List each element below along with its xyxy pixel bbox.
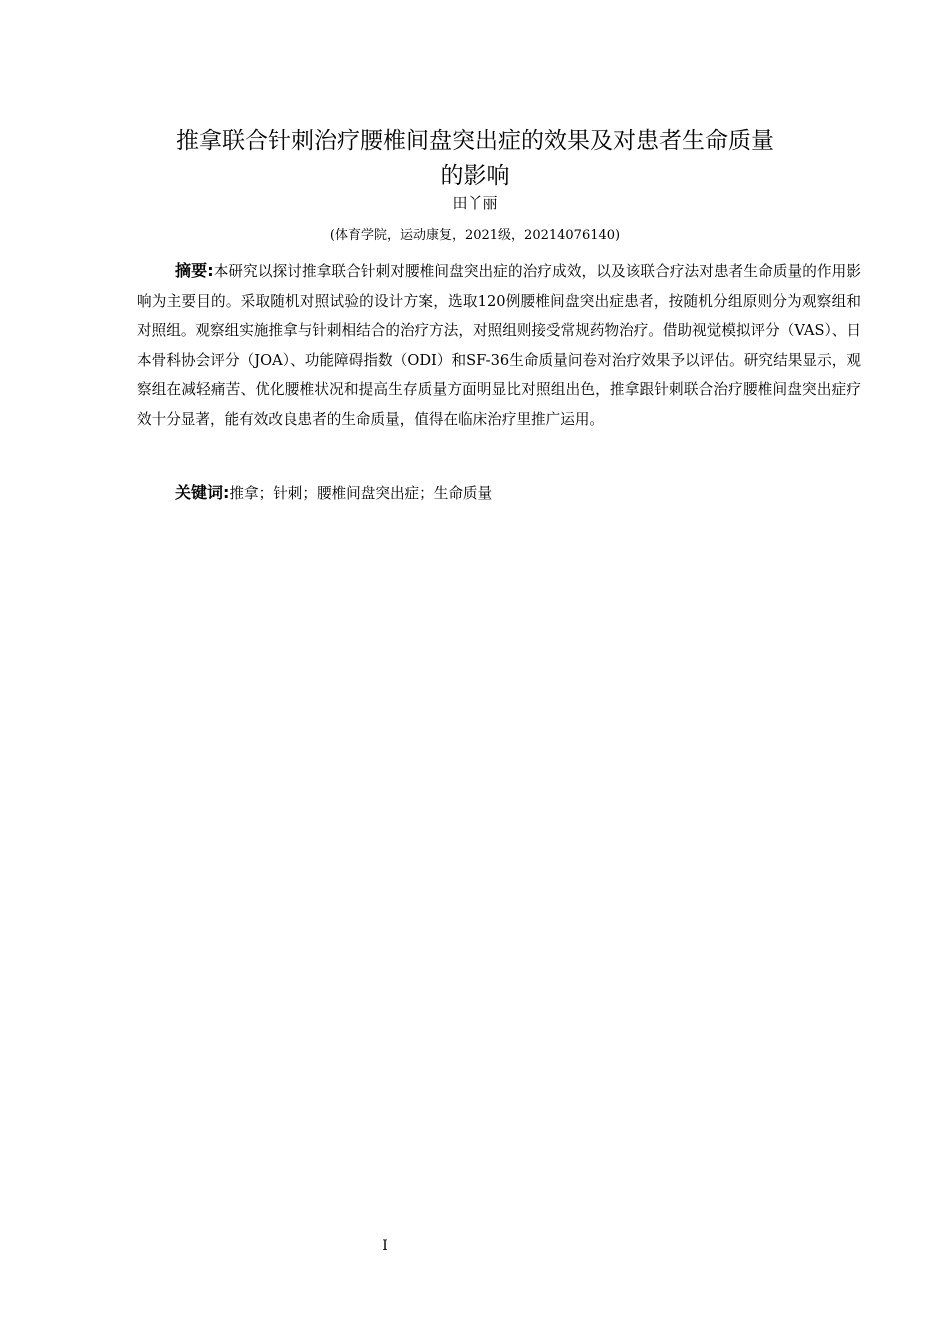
keywords-text: 推拿；针刺；腰椎间盘突出症；生命质量 [229, 485, 493, 502]
page-number: I [382, 1238, 388, 1254]
paper-title-line-1: 推拿联合针刺治疗腰椎间盘突出症的效果及对患者生命质量 [176, 128, 774, 154]
abstract-label: 摘要: [174, 261, 214, 280]
paper-title-line-2: 的影响 [440, 163, 510, 189]
author-affiliation: (体育学院，运动康复，2021级，20214076140) [329, 228, 621, 243]
keywords-paragraph [175, 480, 855, 507]
abstract-text: 本研究以探讨推拿联合针刺对腰椎间盘突出症的治疗成效，以及该联合疗法对患者生命质量的作用影响为主要目的。采取随机对照试验的设计方案，选取120例腰椎间盘突出症患者，按随机分组原则分为观察组和对照组。观察组实施推拿与针刺相结合的治疗方法，对照组则接受常规药物治疗。借助视觉模拟评分（VAS）、日本骨科协会评分（JOA）、功能障碍指数（ODI）和SF-36生命质量问卷对治疗效果予以评估。研究结果显示，观察组在减轻痛苦、优化腰椎状况和提高生存质量方面明显比对照组出色，推拿跟针刺联合治疗腰椎间盘突出症疗效十分显著，能有效改良患者的生命质量，值得在临床治疗里推广运用。 [137, 263, 861, 428]
author-name: 田丫丽 [452, 194, 498, 212]
keywords-label: 关键词: [175, 483, 230, 502]
paper-title [100, 124, 850, 194]
abstract-paragraph [137, 256, 861, 434]
